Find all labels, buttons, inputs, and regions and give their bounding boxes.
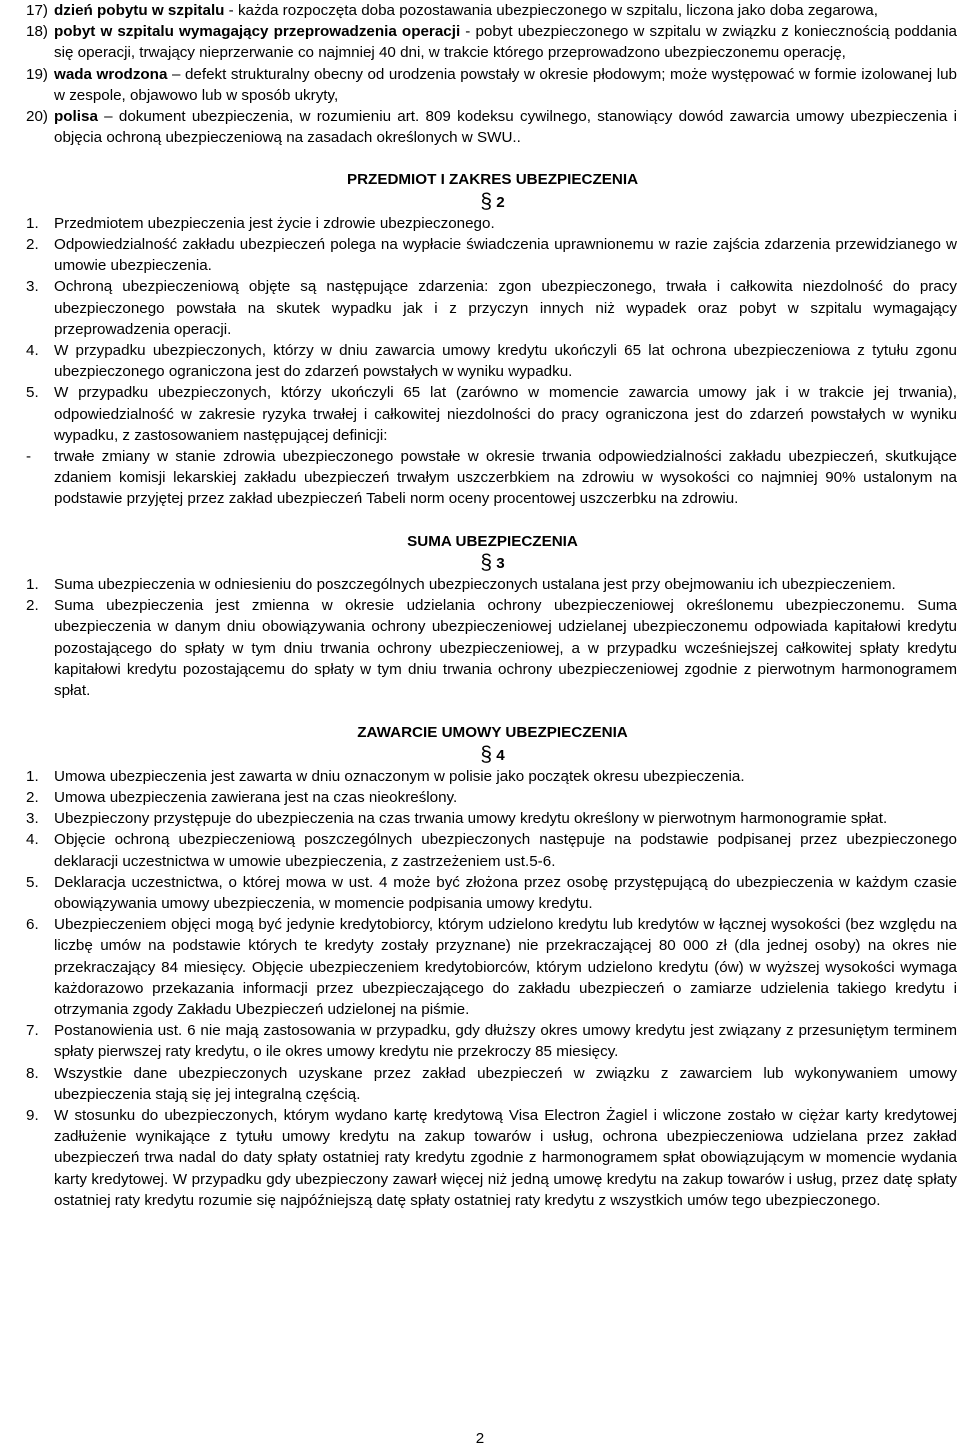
- section-4-item-2: 2. Umowa ubezpieczenia zawierana jest na czas nieokreślony.: [26, 788, 458, 806]
- section-2-items: [28, 213, 957, 510]
- definition-number: 19): [26, 65, 48, 83]
- definition-19: 19) wada wrodzona – defekt strukturalny obecny od urodzenia powstały w okresie płodowym; może występować w formie izolowanej lub w zespole, objawowo lub w sposób ukryty,: [26, 65, 958, 104]
- section-4-item-1: 1. Umowa ubezpieczenia jest zawarta w dniu oznaczonym w polisie jako początek okresu ubezpieczenia.: [26, 767, 745, 785]
- section-2-item-1: 1. Przedmiotem ubezpieczenia jest życie i zdrowie ubezpieczonego.: [26, 214, 495, 232]
- section-3-items: [28, 574, 957, 701]
- section-2-item-2: 2. Odpowiedzialność zakładu ubezpieczeń polega na wypłacie świadczenia uprawnionemu w razie zajścia zdarzenia przewidzianego w umowie ubezpieczenia.: [26, 236, 957, 275]
- section-4-item-8: 8. Wszystkie dane ubezpieczonych uzyskane przez zakład ubezpieczeń w związku z zawarciem lub wykonywaniem umowy ubezpieczenia stają się jej integralną częścią.: [26, 1064, 957, 1103]
- document-body: [28, 0, 957, 1211]
- definition-text: dokument ubezpieczenia, w rozumieniu art. 809 kodeksu cywilnego, stanowiący dowód zawarcia umowy ubezpieczenia i objęcia ochroną ubezpieczeniową na zasadach określonych w SWU..: [54, 108, 957, 147]
- paragraph-sign-icon: §: [480, 189, 492, 213]
- definition-20: 20) polisa – dokument ubezpieczenia, w rozumieniu art. 809 kodeksu cywilnego, stanowiący dowód zawarcia umowy ubezpieczenia i objęcia ochroną ubezpieczeniową na zasadach określonych w SWU..: [26, 108, 957, 147]
- section-3-item-1: 1. Suma ubezpieczenia w odniesieniu do poszczególnych ubezpieczonych ustalana jest przy obejmowaniu ich ubezpieczeniem.: [26, 576, 896, 594]
- section-2-item-5: 5. W przypadku ubezpieczonych, którzy ukończyli 65 lat (zarówno w momencie zawarcia umowy jak i w trakcie jej trwania), odpowiedzialność w zakresie ryzyka trwałej i całkowitej niezdolności do pracy ograniczona jest do zdarzeń powstałych w wyniku wypadku, z zastosowaniem następującej definicji:: [26, 384, 957, 444]
- paragraph-sign-icon: §: [480, 742, 492, 766]
- definition-text: każda rozpoczęta doba pozostawania ubezpieczonego w szpitalu, liczona jako doba zegarowa,: [237, 2, 878, 19]
- definition-term: polisa: [54, 108, 98, 126]
- section-4-item-6: 6. Ubezpieczeniem objęci mogą być jedynie kredytobiorcy, którym udzielono kredytu lub kredytów w łącznej wysokości (bez względu na liczbę umów na podstawie których te kredyty zostały przyznane) nie przekraczającej 80 000 zł (dla jednej osoby) na okres nie przekraczający 84 miesięcy. Objęcie ubezpieczeniem kredytobiorców, którym udzielono kredytu (ów) w wyższej wysokości wymaga każdorazowo przekazania informacji przez ubezpieczającego do zakładu ubezpieczeń o zamiarze udzielenia takiego kredytu i otrzymania zgody Zakładu Ubezpieczeń udzielonej na piśmie.: [26, 916, 957, 1018]
- section-3-number: § 3: [480, 550, 505, 574]
- section-2-title: PRZEDMIOT I ZAKRES UBEZPIECZENIA: [346, 171, 639, 189]
- section-4-item-7: 7. Postanowienia ust. 6 nie mają zastosowania w przypadku, gdy dłuższy okres umowy kredytu jest związany z przesuniętym terminem spłaty pierwszej raty kredytu, o ile okres umowy kredytu nie przekroczy 85 miesięcy.: [26, 1022, 957, 1061]
- section-3-title: SUMA UBEZPIECZENIA: [407, 532, 578, 550]
- section-2-item-4: 4. W przypadku ubezpieczonych, którzy w dniu zawarcia umowy kredytu ukończyli 65 lat ochrona ubezpieczeniowa z tytułu zgonu ubezpieczonego ograniczona jest do zdarzeń powstałych w wyniku wypadku.: [26, 342, 957, 381]
- section-2-item-3: 3. Ochroną ubezpieczeniową objęte są następujące zdarzenia: zgon ubezpieczonego, trwała i całkowita niezdolność do pracy ubezpieczonego powstała na skutek wypadku jak i z przyczyn innych niż wypadek oraz pobyt w szpitalu wymagający przeprowadzenia operacji.: [26, 278, 957, 338]
- definition-term: dzień pobytu w szpitalu: [54, 2, 225, 19]
- section-4-item-9: 9. W stosunku do ubezpieczonych, którym wydano kartę kredytową Visa Electron Żagiel i wliczone zostało w ciężar karty kredytowej zadłużenie wynikające z tytułu umowy kredytu na zakup towarów i usług, ochrona ubezpieczeniowa udzielana przez zakład ubezpieczeń trwa nadal do daty spłaty ostatniej raty kredytu zgodnie z harmonogramem spłat obowiązującym w momencie wydania karty kredytowej. W przypadku gdy ubezpieczony zawarł więcej niż jedną umowę kredytu na zakup towarów i usług, przez datę spłaty ostatniej raty kredytu rozumie się najpóźniejszą datę spłaty ostatniej raty kredytu z wszystkich umów tego ubezpieczonego.: [26, 1106, 957, 1209]
- section-4-title: ZAWARCIE UMOWY UBEZPIECZENIA: [357, 724, 628, 742]
- definition-term: pobyt w szpitalu wymagający przeprowadzenia operacji: [54, 23, 461, 41]
- page-number: 2: [475, 1430, 485, 1447]
- definition-term: wada wrodzona: [54, 65, 168, 83]
- definition-18: 18) pobyt w szpitalu wymagający przeprowadzenia operacji - pobyt ubezpieczonego w szpitalu w związku z koniecznością poddania się operacji, trwający nieprzerwanie co najmniej 40 dni, w trakcie którego przeprowadzono ubezpieczonemu operację,: [26, 23, 958, 62]
- section-2-subitem: - trwałe zmiany w stanie zdrowia ubezpieczonego powstałe w okresie trwania odpowiedzialności zakładu ubezpieczeń, skutkujące zdaniem komisji lekarskiej zakładu ubezpieczeń trwałym uszczerbkiem na zdrowiu w wysokości co najmniej 90% ustalonym na podstawie przyjętej przez zakład ubezpieczeń Tabeli norm oceny procentowej uszczerbku na zdrowiu.: [26, 448, 957, 508]
- section-3-item-2: 2. Suma ubezpieczenia jest zmienna w okresie udzielania ochrony ubezpieczeniowej określonemu ubezpieczonemu. Suma ubezpieczenia w danym dniu obowiązywania ochrony ubezpieczeniowej udzielanej ubezpieczonemu odpowiada kapitałowi kredytu pozostającego do spłaty w tym dniu trwania ochrony ubezpieczeniowej, a w przypadku wcześniejszej całkowitej spłaty kredytu kapitałowi kredytu pozostającemu do spłaty w tym dniu trwania ochrony ubezpieczeniowej zgodnie z pierwotnym harmonogramem spłat.: [26, 597, 957, 700]
- definition-number: 20): [26, 108, 48, 126]
- definition-number: 17): [26, 2, 48, 19]
- definitions-list: [28, 0, 957, 148]
- section-4-number: § 4: [480, 742, 505, 766]
- section-4-items: [28, 766, 957, 1211]
- section-4-item-5: 5. Deklaracja uczestnictwa, o której mowa w ust. 4 może być złożona przez osobę przystępującą do ubezpieczenia w każdym czasie obowiązywania umowy ubezpieczenia, w momencie podpisania umowy kredytu.: [26, 873, 957, 912]
- paragraph-sign-icon: §: [480, 550, 492, 574]
- definition-text: defekt strukturalny obecny od urodzenia powstały w okresie płodowym; może występować w formie izolowanej lub w zespole, objawowo lub w sposób ukryty,: [54, 65, 958, 104]
- definition-17: 17) dzień pobytu w szpitalu - każda rozpoczęta doba pozostawania ubezpieczonego w szpitalu, liczona jako doba zegarowa,: [28, 0, 957, 21]
- section-4-item-3: 3. Ubezpieczony przystępuje do ubezpieczenia na czas trwania umowy kredytu określony w pierwotnym harmonogramie spłat.: [26, 810, 888, 828]
- section-4-item-4: 4. Objęcie ochroną ubezpieczeniową poszczególnych ubezpieczonych następuje na podstawie podpisanej przez ubezpieczonego deklaracji uczestnictwa w umowie ubezpieczenia, z zastrzeżeniem ust.5-6.: [26, 831, 957, 870]
- section-2-number: § 2: [480, 189, 505, 213]
- definition-number: 18): [26, 23, 48, 41]
- definition-text: pobyt ubezpieczonego w szpitalu w związku z koniecznością poddania się operacji, trwający nieprzerwanie co najmniej 40 dni, w trakcie którego przeprowadzono ubezpieczonemu operację,: [54, 23, 958, 62]
